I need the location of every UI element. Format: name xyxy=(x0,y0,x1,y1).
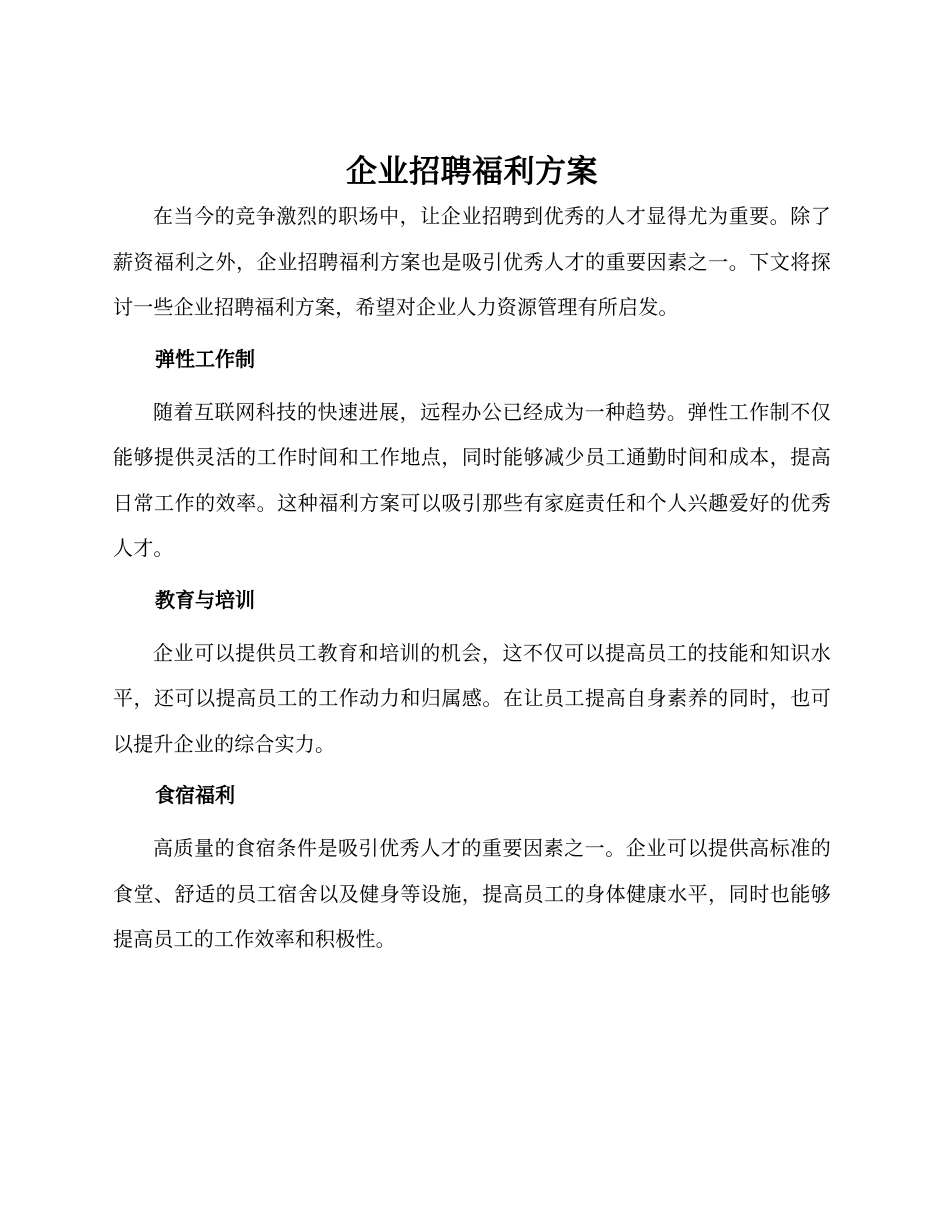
section-body-flexible-work: 随着互联网科技的快速进展，远程办公已经成为一种趋势。弹性工作制不仅能够提供灵活的工作时间和工作地点，同时能够减少员工通勤时间和成本，提高日常工作的效率。这种福利方案可以吸引那些有家庭责任和个人兴趣爱好的优秀人才。 xyxy=(113,399,831,560)
intro-paragraph: 在当今的竞争激烈的职场中，让企业招聘到优秀的人才显得尤为重要。除了薪资福利之外，企业招聘福利方案也是吸引优秀人才的重要因素之一。下文将探讨一些企业招聘福利方案，希望对企业人力资源管理有所启发。 xyxy=(113,204,831,319)
intro-block xyxy=(113,194,831,337)
section-education-heading-block xyxy=(113,578,831,631)
section-heading-room-board: 食宿福利 xyxy=(155,783,235,807)
section-room-board-body-block xyxy=(113,826,831,969)
section-heading-education: 教育与培训 xyxy=(155,587,255,612)
section-heading-flexible-work: 弹性工作制 xyxy=(155,346,255,371)
section-body-room-board: 高质量的食宿条件是吸引优秀人才的重要因素之一。企业可以提供高标准的食堂、舒适的员工宿舍以及健身等设施，提高员工的身体健康水平，同时也能够提高员工的工作效率和积极性。 xyxy=(113,836,831,951)
section-education-body-block xyxy=(113,631,831,774)
document-title: 企业招聘福利方案 xyxy=(346,154,598,190)
section-flexible-work-body-block xyxy=(113,390,831,578)
section-flexible-work-heading-block xyxy=(113,337,831,390)
document-content xyxy=(113,150,831,969)
section-body-education: 企业可以提供员工教育和培训的机会，这不仅可以提高员工的技能和知识水平，还可以提高员工的工作动力和归属感。在让员工提高自身素养的同时，也可以提升企业的综合实力。 xyxy=(113,640,831,756)
section-room-board-heading-block xyxy=(113,773,831,826)
